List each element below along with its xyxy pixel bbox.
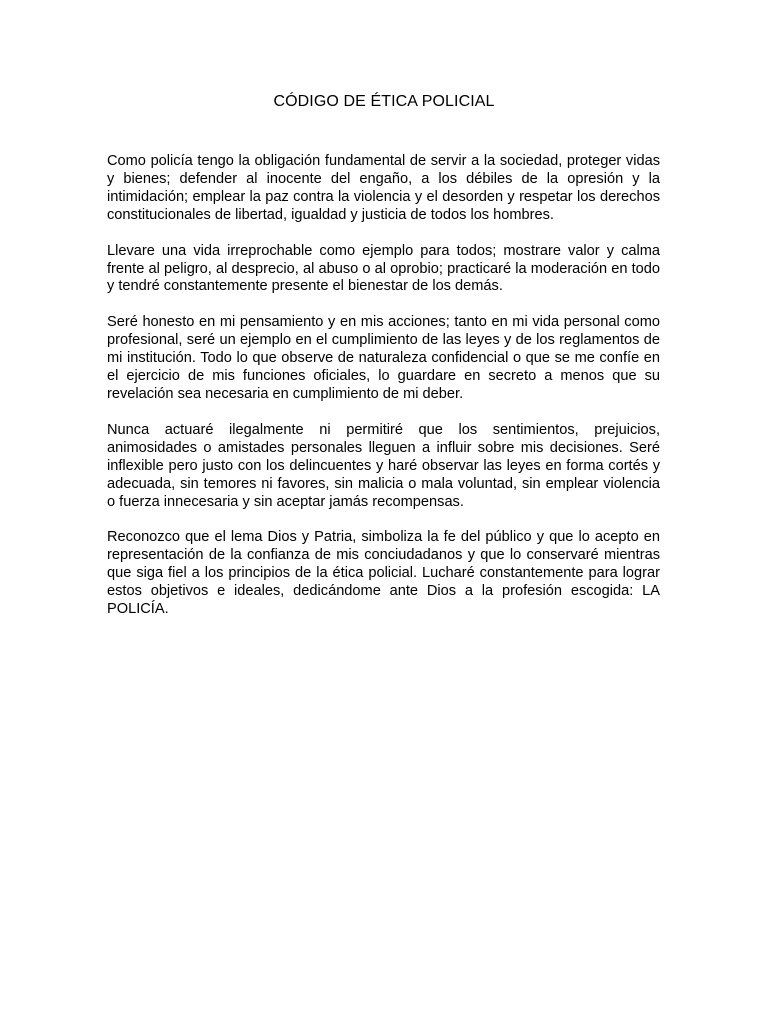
document-body bbox=[107, 153, 660, 637]
paragraph-5: Reconozco que el lema Dios y Patria, simboliza la fe del público y que lo acepto en representación de la confianza de mis conciudadanos y que lo conservaré mientras que siga fiel a los principios de la ética policial. Lucharé constantemente para lograr estos objetivos e ideales, dedicándome ante Dios a la profesión escogida: LA POLICÍA. bbox=[107, 529, 660, 618]
paragraph-2: Llevare una vida irreprochable como ejemplo para todos; mostrare valor y calma frente al peligro, al desprecio, al abuso o al oprobio; practicaré la moderación en todo y tendré constantemente presente el bienestar de los demás. bbox=[107, 242, 660, 295]
paragraph-3: Seré honesto en mi pensamiento y en mis acciones; tanto en mi vida personal como profesional, seré un ejemplo en el cumplimiento de las leyes y de los reglamentos de mi institución. Todo lo que observe de naturaleza confidencial o que se me confíe en el ejercicio de mis funciones oficiales, lo guardare en secreto a menos que su revelación sea necesaria en cumplimiento de mi deber. bbox=[107, 314, 660, 402]
paragraph-1: Como policía tengo la obligación fundamental de servir a la sociedad, proteger vidas y bienes; defender al inocente del engaño, a los débiles de la opresión y la intimidación; emplear la paz contra la violencia y el desorden y respetar los derechos constitucionales de libertad, igualdad y justicia de todos los hombres. bbox=[107, 153, 660, 223]
document-title: CÓDIGO DE ÉTICA POLICIAL bbox=[273, 93, 495, 110]
paragraph-4: Nunca actuaré ilegalmente ni permitiré que los sentimientos, prejuicios, animosidades o amistades personales lleguen a influir sobre mis decisiones. Seré inflexible pero justo con los delincuentes y haré observar las leyes en forma cortés y adecuada, sin temores ni favores, sin malicia o mala voluntad, sin emplear violencia o fuerza innecesaria y sin aceptar jamás recompensas. bbox=[107, 421, 660, 510]
